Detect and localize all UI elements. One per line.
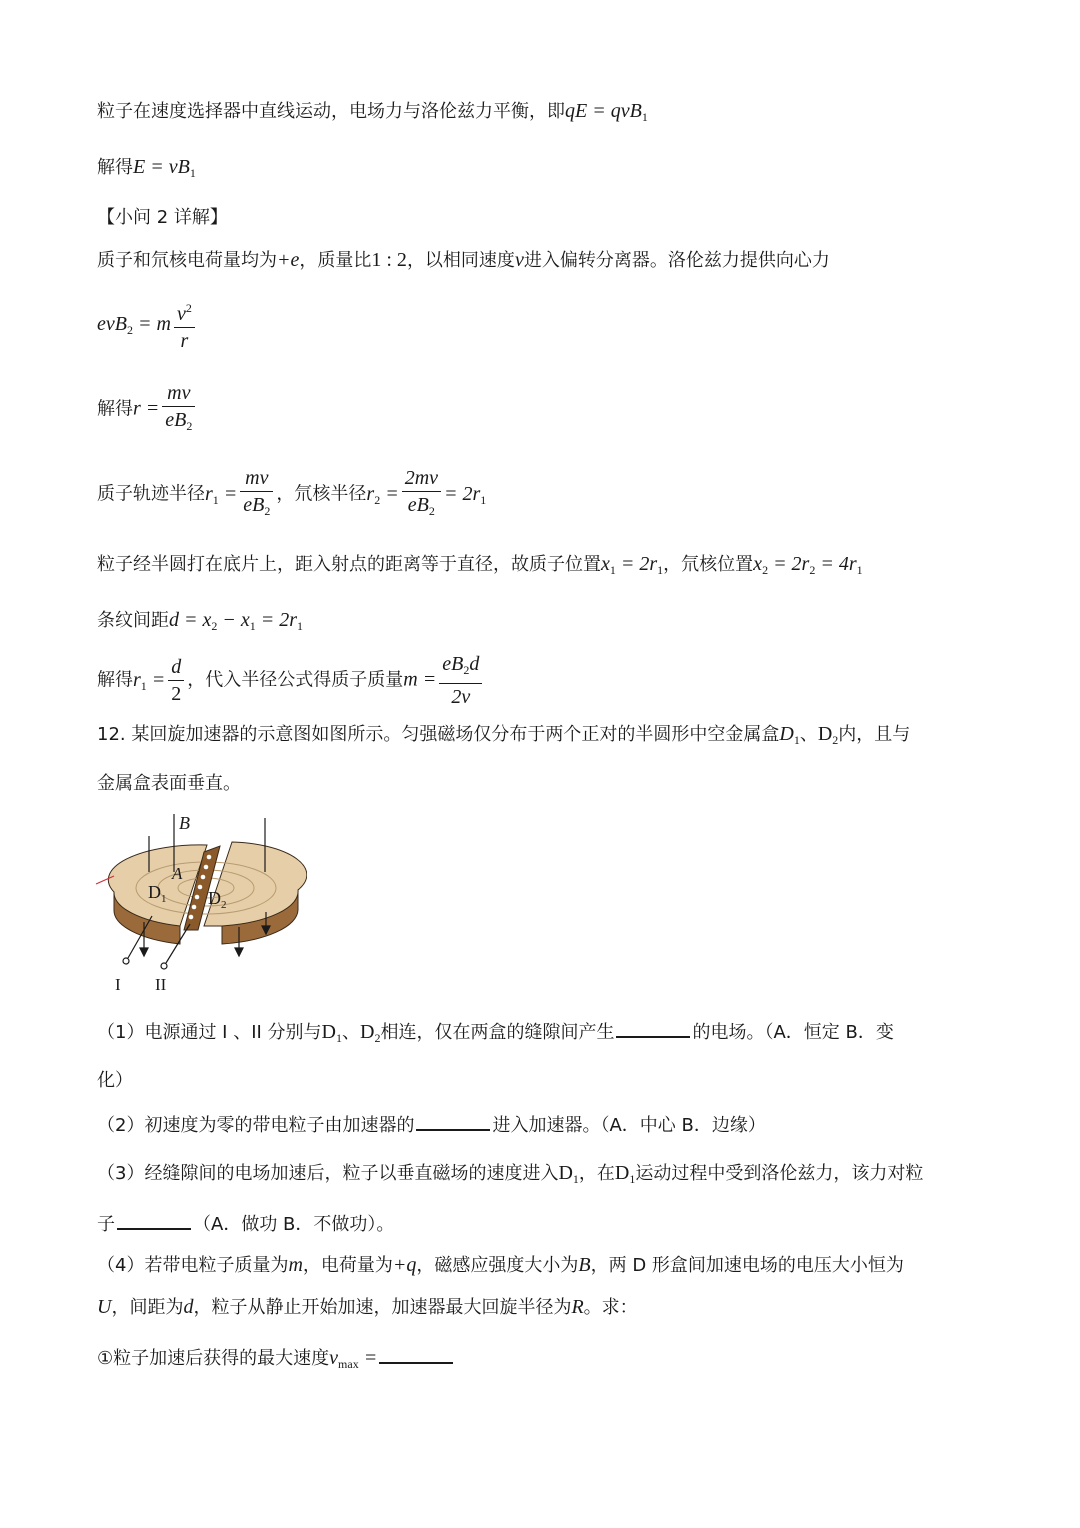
equation-radii: 质子轨迹半径$r_1$ = $\frac{mv}{eB_2}$ ，氘核半径$r_2$ = $\frac{2mv}{eB_2}$ = $2r_1$ [97,467,487,518]
answer-blank-1[interactable] [616,1018,690,1038]
text-line-spacing: 条纹间距$d = x_2 - x_1 = 2r_1$ [97,609,304,633]
question-part-4-sub-1: ①粒子加速后获得的最大速度$v_{max}$ = [97,1344,455,1377]
text-line-force-balance: 粒子在速度选择器中直线运动，电场力与洛伦兹力平衡，即qE = qvB$_1$ [97,100,648,124]
label-II: II [155,975,167,994]
label-D2: $D_2$ [208,888,227,911]
question-part-2: （2）初速度为零的带电粒子由加速器的 进入加速器。（A．中心 B．边缘） [97,1111,766,1139]
question-part-4-cont: U，间距为d，粒子从静止开始加速，加速器最大回旋半径为R。求： [97,1296,638,1318]
label-D1: $D_1$ [148,882,167,905]
equation-mass: 解得$r_1$ = $\frac{d}{2}$ ，代入半径公式得质子质量m = $\frac{eB_2d}{2v}$ [97,651,485,710]
label-A: A [172,864,183,883]
question-part-1-cont: 化） [97,1070,133,1091]
equation: $E = vB_1$ [133,156,196,180]
question-part-3-cont: 子 （A．做功 B．不做功）。 [97,1210,394,1238]
answer-blank-3[interactable] [117,1210,191,1230]
text-line-positions: 粒子经半圆打在底片上，距入射点的距离等于直径，故质子位置$x_1 = 2r_1$，氘核位置$x_2 = 2r_2 = 4r_1$ [97,553,863,577]
text-line-charge-mass: 质子和氘核电荷量均为+e，质量比1 : 2，以相同速度v进入偏转分离器。洛伦兹力提供向心力 [97,249,830,271]
label-B: B [179,813,190,833]
answer-blank-2[interactable] [416,1111,490,1131]
question-12-stem: 12. 某回旋加速器的示意图如图所示。匀强磁场仅分布于两个正对的半圆形中空金属盒$D_1$、$D_2$内，且与 [97,723,911,747]
question-12-stem-cont: 金属盒表面垂直。 [97,773,241,794]
equation-radius: 解得r = $\frac{mv}{eB_2}$ [97,380,198,439]
equation: qE = qvB$_1$ [565,100,648,124]
answer-blank-vmax[interactable] [379,1344,453,1364]
equation-centripetal: evB$_2$ = m $\frac{v^2}{r}$ [97,295,198,354]
question-part-1: （1）电源通过 I 、II 分别与$D_1$、$D_2$相连，仅在两盒的缝隙间产生 的电场。（A．恒定 B．变 [97,1018,894,1051]
section-heading: 【小问 2 详解】 [97,207,228,228]
text-line-solve-E: 解得$E = vB_1$ [97,156,196,180]
question-part-3: （3）经缝隙间的电场加速后，粒子以垂直磁场的速度进入$D_1$，在$D_1$运动过程中受到洛伦兹力，该力对粒 [97,1162,924,1186]
label-I: I [115,975,121,994]
question-part-4: （4）若带电粒子质量为m，电荷量为+q，磁感应强度大小为B，两 D 形盒间加速电场的电压大小恒为 [97,1254,904,1276]
cyclotron-figure [92,812,307,994]
